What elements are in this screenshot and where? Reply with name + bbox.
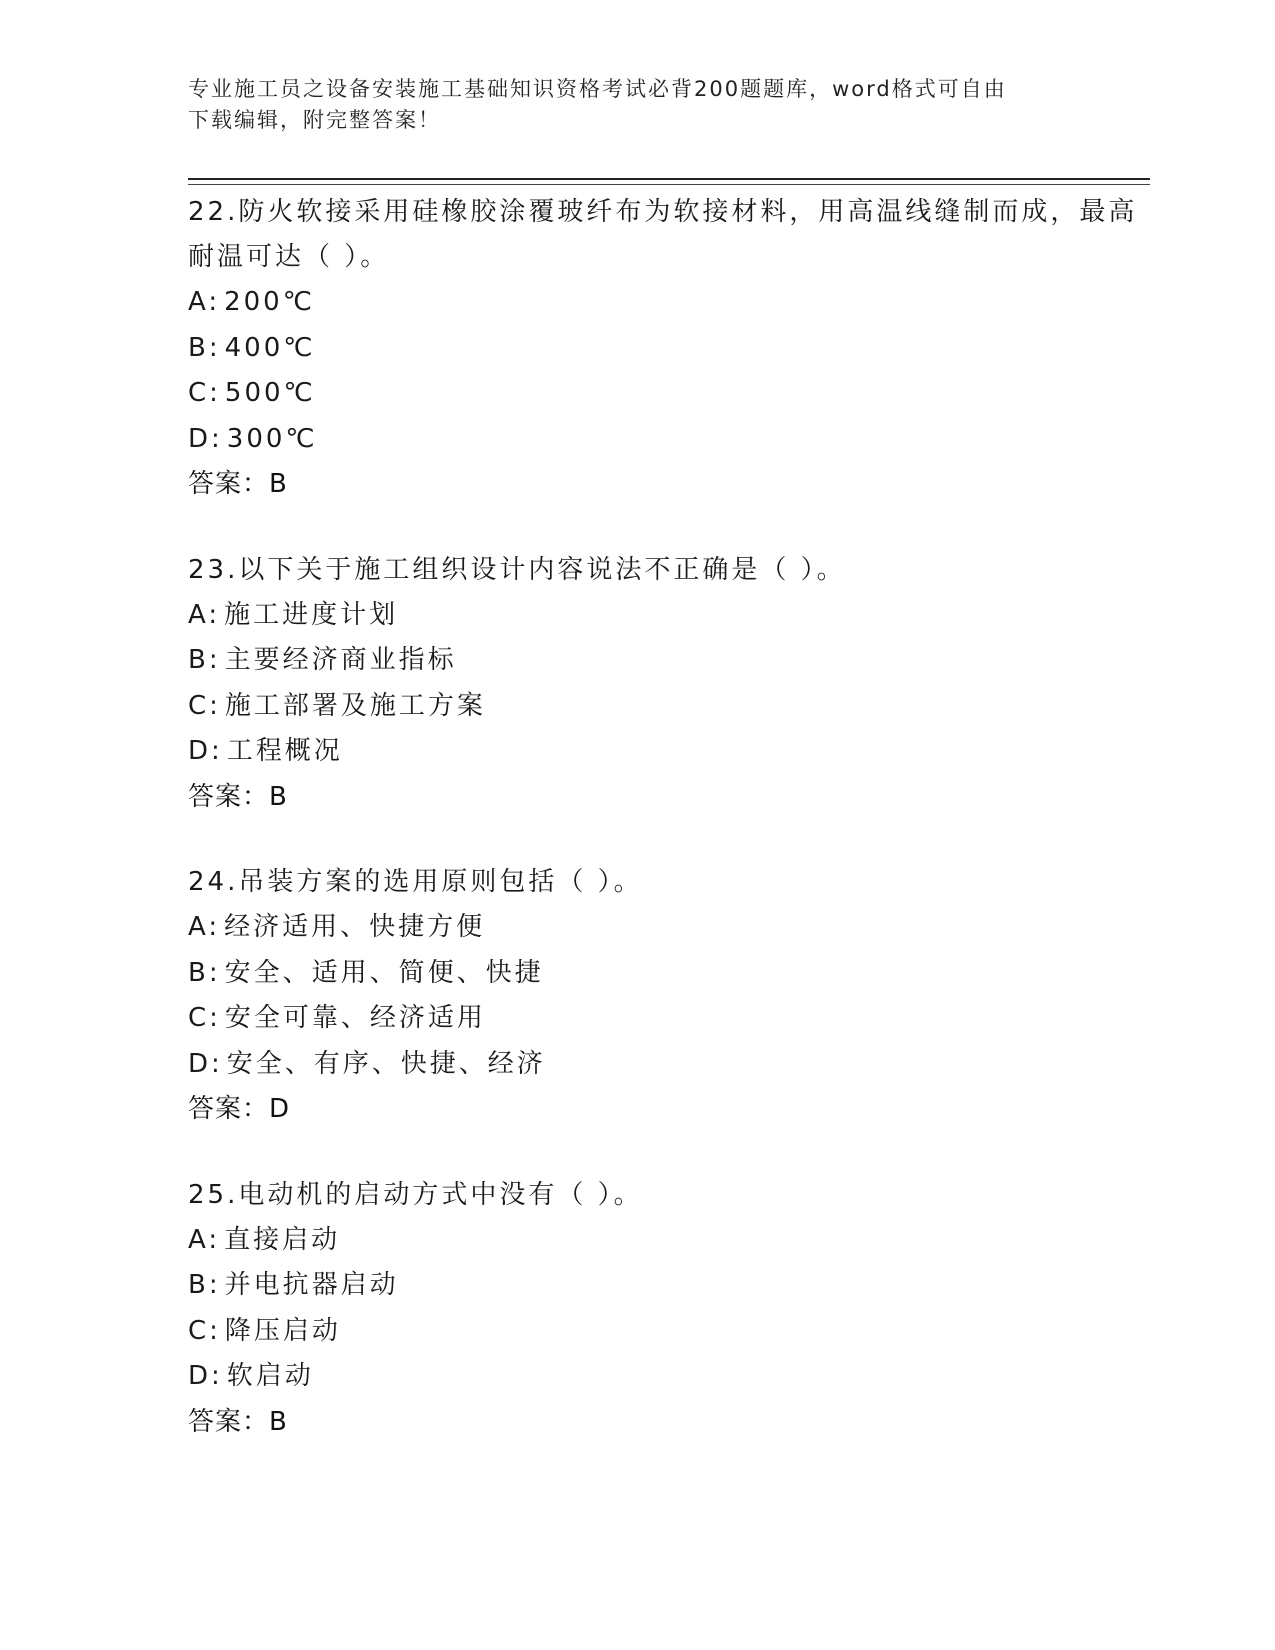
answer-line: 答案：B xyxy=(188,469,288,499)
option-letter: D: xyxy=(188,423,223,454)
option-letter: C: xyxy=(188,1315,221,1346)
answer-line: 答案：B xyxy=(188,781,288,812)
header-line-2: 下载编辑，附完整答案！ xyxy=(188,108,441,132)
option-letter: B: xyxy=(188,645,221,675)
option-text: 主要经济商业指标 xyxy=(224,645,457,675)
option-text: 安全可靠、经济适用 xyxy=(224,1003,486,1033)
option-text: 安全、适用、简便、快捷 xyxy=(224,957,544,988)
option-letter: B: xyxy=(188,1270,221,1300)
header-divider-thick xyxy=(188,178,1150,180)
question-list xyxy=(188,190,1150,1485)
option-b xyxy=(188,638,1150,684)
question-23 xyxy=(188,548,1150,821)
option-text: 安全、有序、快捷、经济 xyxy=(226,1048,546,1079)
option-a xyxy=(188,280,1150,326)
option-letter: A: xyxy=(188,1224,221,1255)
option-c xyxy=(188,1309,1150,1355)
option-text: 施工进度计划 xyxy=(224,599,399,630)
option-letter: C: xyxy=(188,1003,221,1033)
option-text: 降压启动 xyxy=(224,1315,341,1346)
option-d xyxy=(188,729,1150,775)
header-divider-thin xyxy=(188,184,1150,185)
document-header xyxy=(188,74,1088,136)
option-letter: C: xyxy=(188,378,221,408)
header-line-1: 专业施工员之设备安装施工基础知识资格考试必背200题题库，word格式可自由 xyxy=(188,77,1007,101)
option-text: 300℃ xyxy=(226,423,318,454)
option-c xyxy=(188,996,1150,1042)
option-letter: A: xyxy=(188,287,221,317)
option-text: 施工部署及施工方案 xyxy=(224,690,486,721)
option-a xyxy=(188,1218,1150,1264)
question-22 xyxy=(188,190,1150,508)
option-d xyxy=(188,417,1150,463)
option-c xyxy=(188,684,1150,730)
option-d xyxy=(188,1354,1150,1400)
option-letter: D: xyxy=(188,1361,223,1391)
option-a xyxy=(188,593,1150,639)
option-letter: A: xyxy=(188,599,221,630)
option-text: 并电抗器启动 xyxy=(224,1270,399,1300)
option-letter: D: xyxy=(188,1048,223,1079)
option-a xyxy=(188,905,1150,951)
option-text: 500℃ xyxy=(224,378,316,408)
option-b xyxy=(188,326,1150,372)
question-text: 23.以下关于施工组织设计内容说法不正确是（ ）。 xyxy=(188,554,846,585)
question-text: 24.吊装方案的选用原则包括（ ）。 xyxy=(188,867,643,897)
option-text: 400℃ xyxy=(224,332,316,363)
option-b xyxy=(188,1263,1150,1309)
question-24 xyxy=(188,860,1150,1133)
option-b xyxy=(188,951,1150,997)
question-text: 25.电动机的启动方式中没有（ ）。 xyxy=(188,1179,643,1210)
option-text: 200℃ xyxy=(224,287,315,317)
option-text: 经济适用、快捷方便 xyxy=(224,912,486,942)
question-text: 22.防火软接采用硅橡胶涂覆玻纤布为软接材料，用高温线缝制而成，最高耐温可达（ ）。 xyxy=(188,197,1138,272)
option-text: 工程概况 xyxy=(226,736,343,766)
option-letter: A: xyxy=(188,912,221,942)
option-letter: D: xyxy=(188,736,223,766)
question-25 xyxy=(188,1173,1150,1446)
option-letter: B: xyxy=(188,332,221,363)
option-d xyxy=(188,1042,1150,1088)
answer-line: 答案：D xyxy=(188,1094,291,1124)
option-text: 软启动 xyxy=(226,1361,314,1391)
option-c xyxy=(188,371,1150,417)
answer-line: 答案：B xyxy=(188,1406,288,1437)
option-letter: B: xyxy=(188,957,221,988)
option-letter: C: xyxy=(188,690,221,721)
option-text: 直接启动 xyxy=(224,1224,341,1255)
